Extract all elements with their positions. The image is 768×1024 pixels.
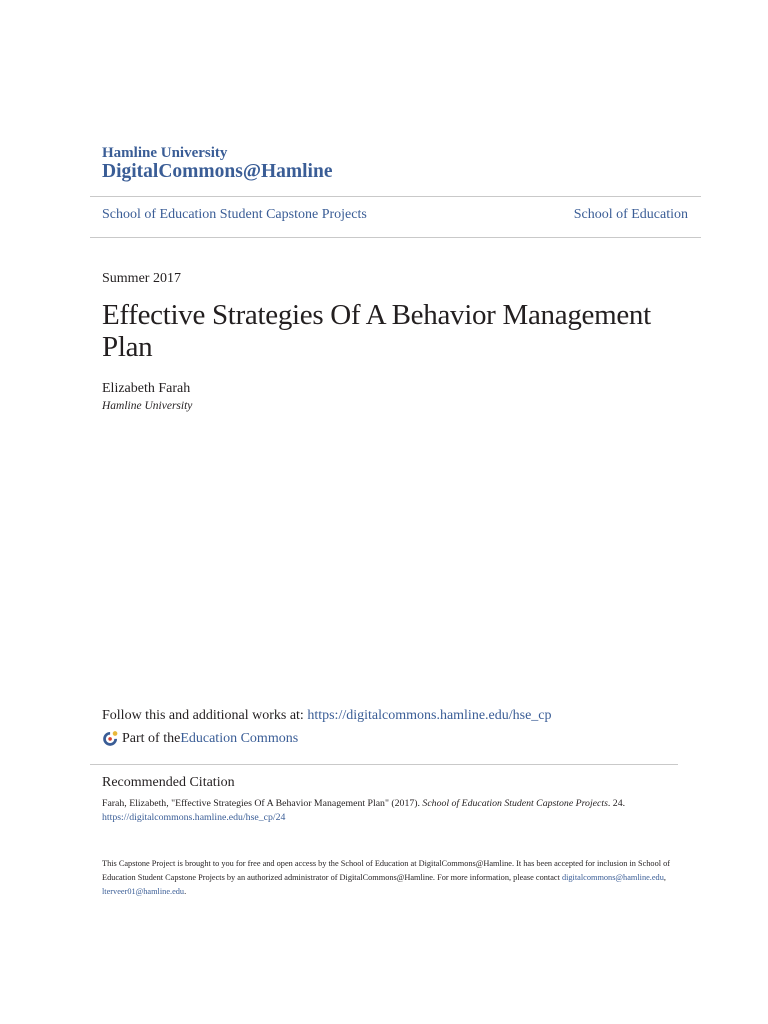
notice-end: .: [184, 887, 187, 896]
citation-series: School of Education Student Capstone Projects: [422, 798, 608, 809]
collection-url-link[interactable]: https://digitalcommons.hamline.edu/hse_cp: [307, 708, 552, 723]
part-of-line: [102, 731, 298, 747]
author-affiliation: Hamline University: [102, 400, 193, 412]
education-commons-link[interactable]: Education Commons: [180, 731, 299, 746]
part-of-label: Part of the: [122, 731, 181, 746]
citation-url-link[interactable]: https://digitalcommons.hamline.edu/hse_cp/24: [102, 812, 286, 823]
citation-divider: [90, 764, 678, 765]
contact-email-link-2[interactable]: lterveer01@hamline.edu: [102, 887, 185, 896]
header-divider-bottom: [90, 237, 701, 238]
citation-block: [102, 797, 625, 825]
contact-email-link-1[interactable]: digitalcommons@hamline.edu: [561, 873, 664, 882]
document-title: Effective Strategies Of A Behavior Management Plan: [102, 299, 651, 363]
bepress-network-icon: [102, 729, 120, 747]
author-name: Elizabeth Farah: [102, 381, 191, 396]
citation-heading: Recommended Citation: [102, 775, 235, 790]
series-link[interactable]: School of Education Student Capstone Projects: [102, 207, 367, 222]
publication-date: Summer 2017: [102, 271, 181, 286]
header-divider-top: [90, 196, 701, 197]
follow-line: [102, 708, 552, 724]
notice-text: This Capstone Project is brought to you for free and open access by the School of Education at DigitalCommons@Hamline. It has been accepted for inclusion in School of Education Student Capstone Projects by an authorized administrator of DigitalCommons@Hamline. For more information, please contact: [102, 859, 671, 882]
institution-name: Hamline University: [102, 145, 228, 161]
citation-text: Farah, Elizabeth, "Effective Strategies Of A Behavior Management Plan" (2017).: [102, 798, 423, 809]
notice-separator: ,: [663, 873, 666, 882]
repository-name[interactable]: DigitalCommons@Hamline: [102, 161, 333, 182]
citation-number: . 24.: [607, 798, 626, 809]
follow-label: Follow this and additional works at:: [102, 708, 308, 723]
access-notice: [102, 857, 672, 899]
department-link[interactable]: School of Education: [573, 207, 688, 222]
